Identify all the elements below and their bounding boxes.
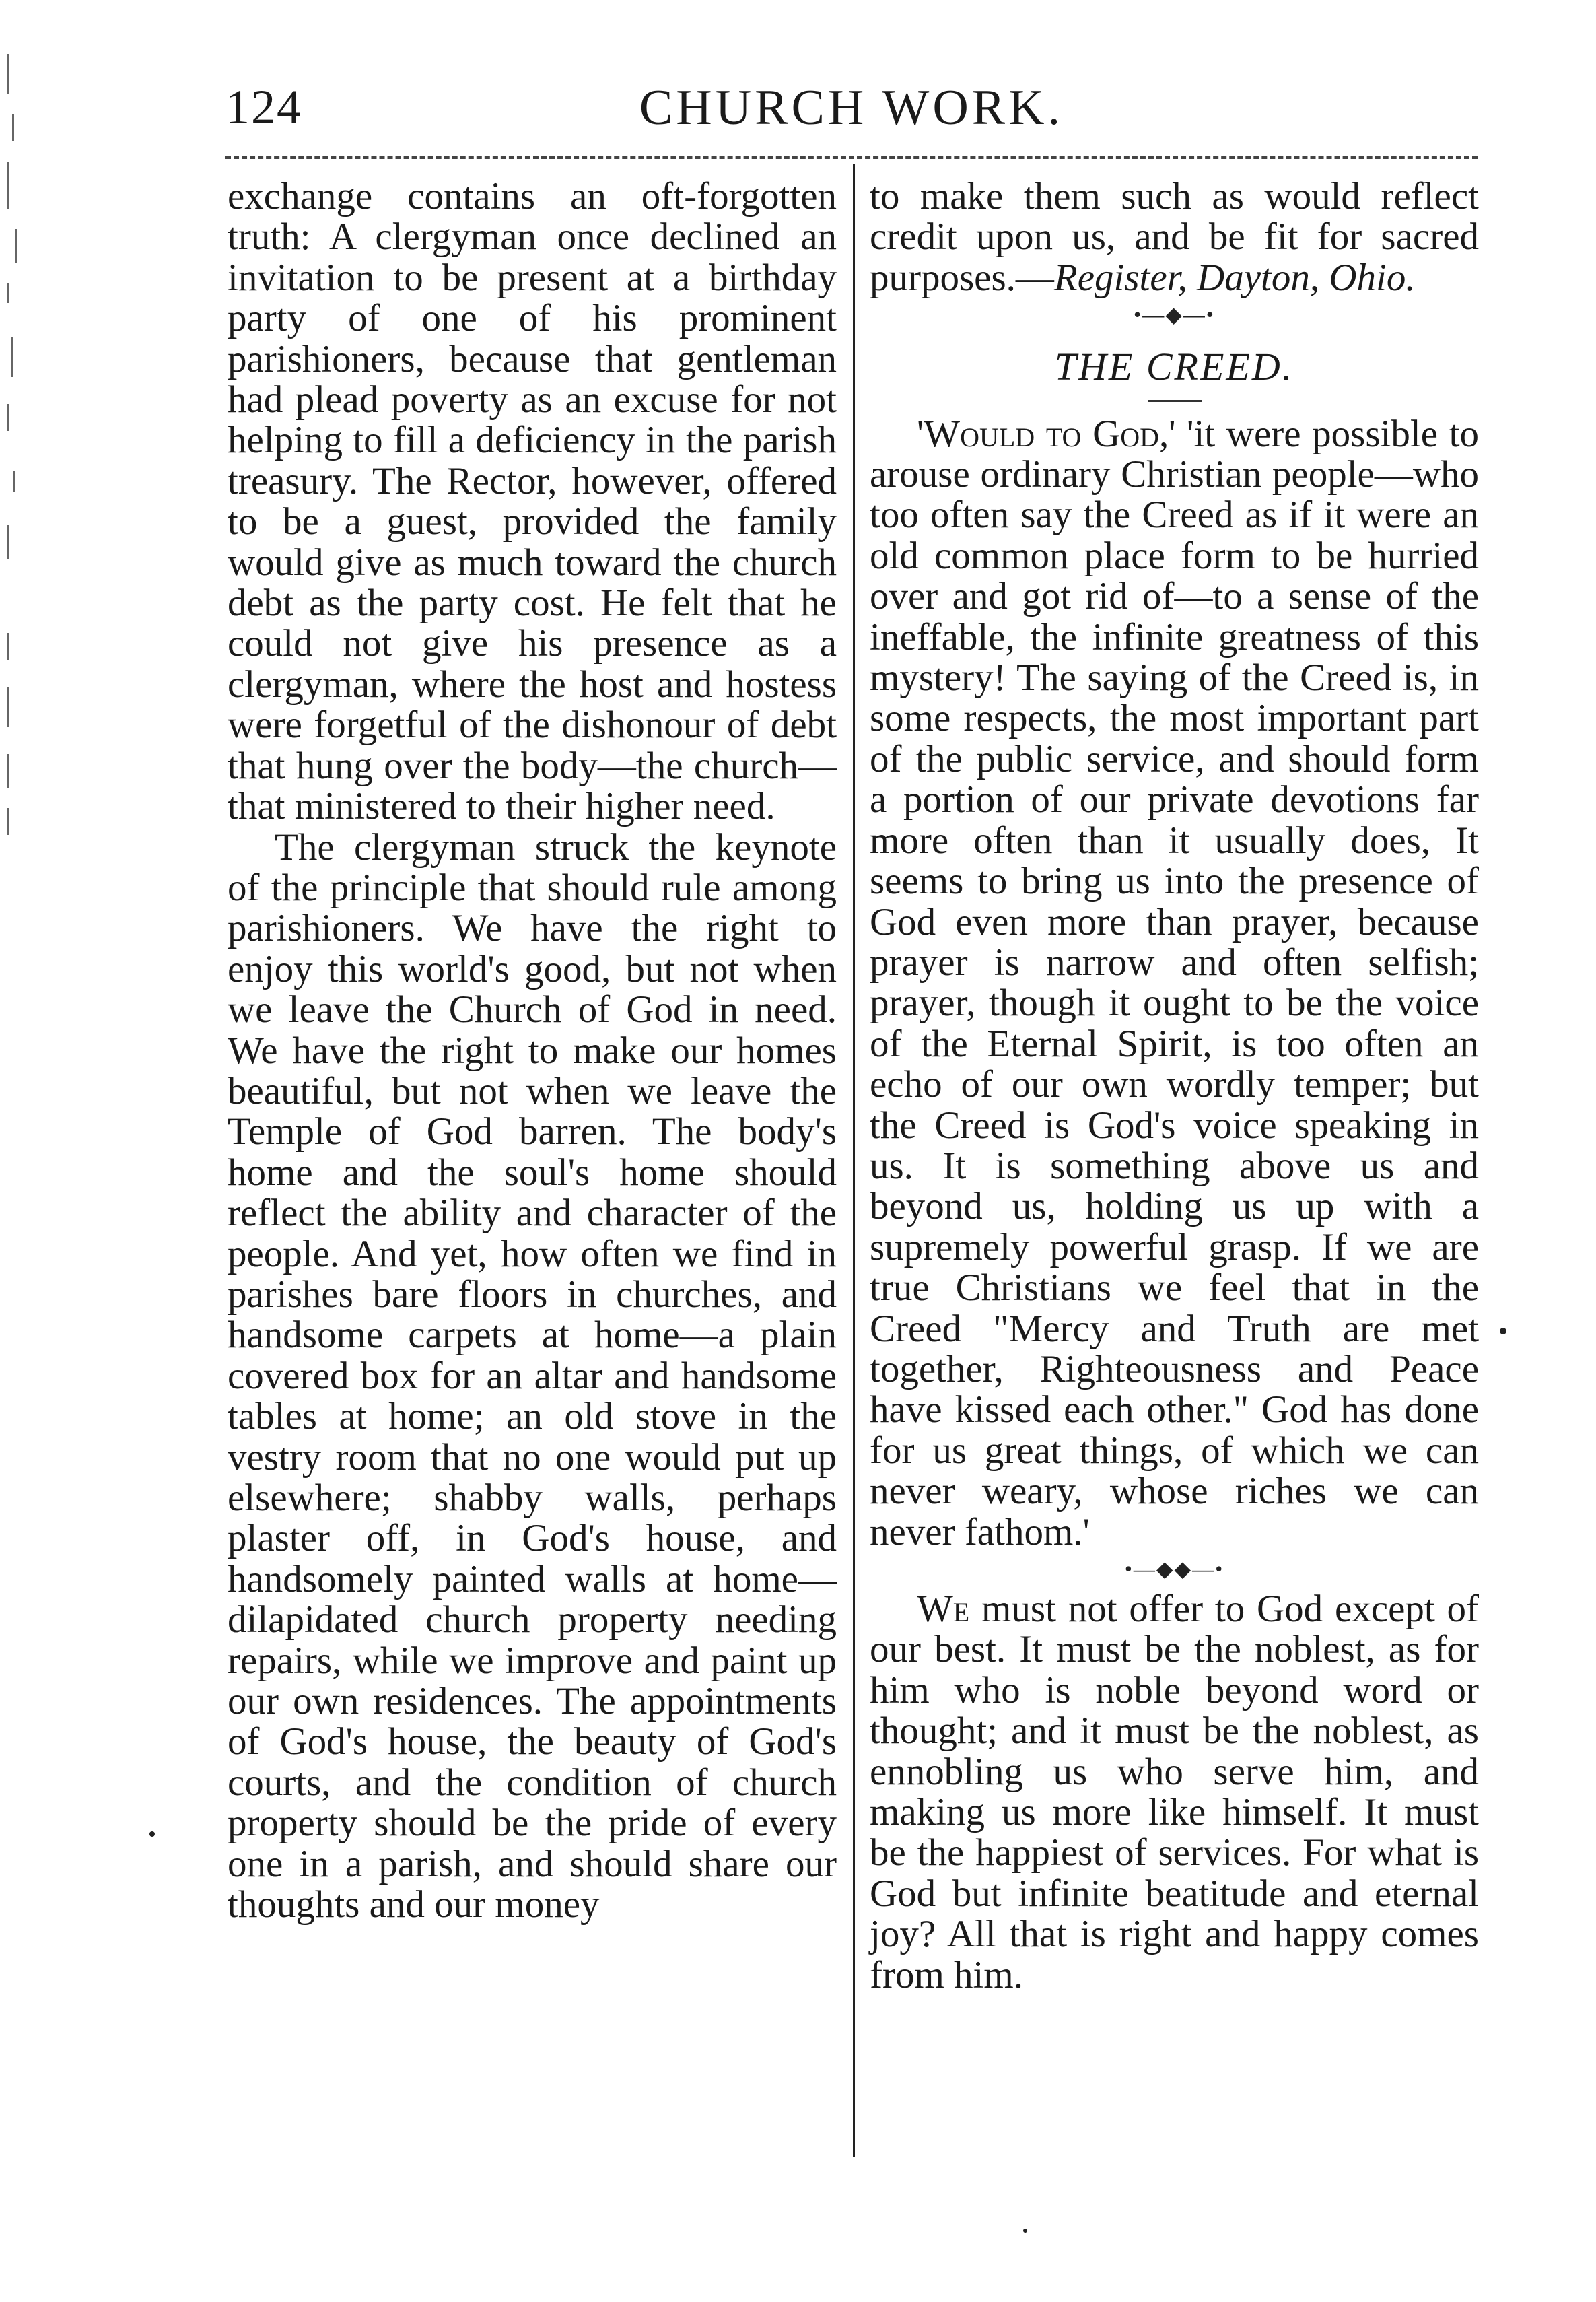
right-continuation-paragraph: [870, 176, 1479, 298]
left-paragraph-1: exchange contains an oft-forgotten truth: A clergyman once declined an invitation to be present at a birthday party of one of his prominent parishioners, because that gentleman had plead poverty as an excuse for not helping to fill a deficiency in the parish treasury. The Rector, however, offered to be a guest, provided the family would give as much toward the church debt as the party cost. He felt that he could not give his presence as a clergyman, where the host and hostess were forgetful of the dishonour of debt that hung over the body—the church—that ministered to their higher need.: [228, 175, 837, 828]
creed-body: 'it were possible to arouse ordinary Christian people—who too often say the Creed as if it were an old common place form to be hurried over and got rid of—to a sense of the ineffable, the infinite greatness of this mystery! The saying of the Creed is, in some respects, the most important part of the public service, and should form a portion of our private devotions far more often than it usually does, It seems to bring us into the presence of God even more than prayer, because prayer is narrow and often selfish; prayer, though it ought to be the voice of the Eternal Spirit, is too often an echo of our own wordly temper; but the Creed is God's voice speaking in us. It is something above us and beyond us, holding us up with a supremely powerful grasp. If we are true Christians we feel that in the Creed "Mercy and Truth are met together, Righteousness and Peace have kissed each other." God has done for us great things, of which we can never weary, whose riches we can never fathom.': [870, 412, 1480, 1553]
divider-ornament: •—◆◆—•: [1124, 1557, 1224, 1581]
source-citation: Register, Dayton, Ohio.: [1053, 256, 1416, 299]
left-column: [228, 176, 837, 1925]
right-column: [870, 176, 1479, 1996]
left-paragraph-2: The clergyman struck the keynote of the principle that should rule among parishioners. We have the right to enjoy this world's good, but not when we leave the Church of God in need. We have the right to make our homes beautiful, but not when we leave the Temple of God barren. The body's home and the soul's home should reflect the ability and character of the people. And yet, how often we find in parishes bare floors in churches, and handsome carpets at home—a plain covered box for an altar and handsome tables at home; an old stove in the vestry room that no one would put up elsewhere; shabby walls, perhaps plaster off, in God's house, and handsomely painted walls at home—dilapidated church property needing repairs, while we improve and paint up our own residences. The appointments of God's house, the beauty of God's courts, and the condition of church property should be the pride of every one in a parish, and should share our thoughts and our money: [228, 825, 837, 1926]
final-opening: We: [917, 1588, 970, 1630]
stray-ink-mark: [1023, 2229, 1027, 2233]
running-title: CHURCH WORK.: [639, 80, 1064, 135]
title-rule: [1148, 400, 1202, 402]
header-rule: [225, 156, 1478, 159]
column-divider: [853, 164, 855, 2157]
creed-paragraph: [870, 414, 1479, 1553]
creed-opening: 'Would to God,': [917, 412, 1176, 455]
stray-ink-mark: [149, 1831, 155, 1837]
scan-edge-marks: [7, 54, 27, 862]
section-ornament: •—◆—•: [1133, 302, 1215, 327]
continuation-text: to make them such as would reflect credit upon us, and be fit for sacred purposes.—: [870, 175, 1479, 299]
page-header: [225, 79, 1478, 154]
section-title: THE CREED.: [1054, 345, 1294, 389]
final-body: must not offer to God except of our best. It must be the noblest, as for him who is noble beyond word or thought; and it must be the noblest, as ennobling us who serve him, and making us more like himself. It must be the happiest of services. For what is God but infinite beatitude and eternal joy? All that is right and happy comes from him.: [870, 1588, 1479, 1996]
page-number: 124: [225, 80, 302, 134]
final-paragraph: [870, 1589, 1479, 1996]
stray-ink-mark: [1500, 1328, 1506, 1334]
